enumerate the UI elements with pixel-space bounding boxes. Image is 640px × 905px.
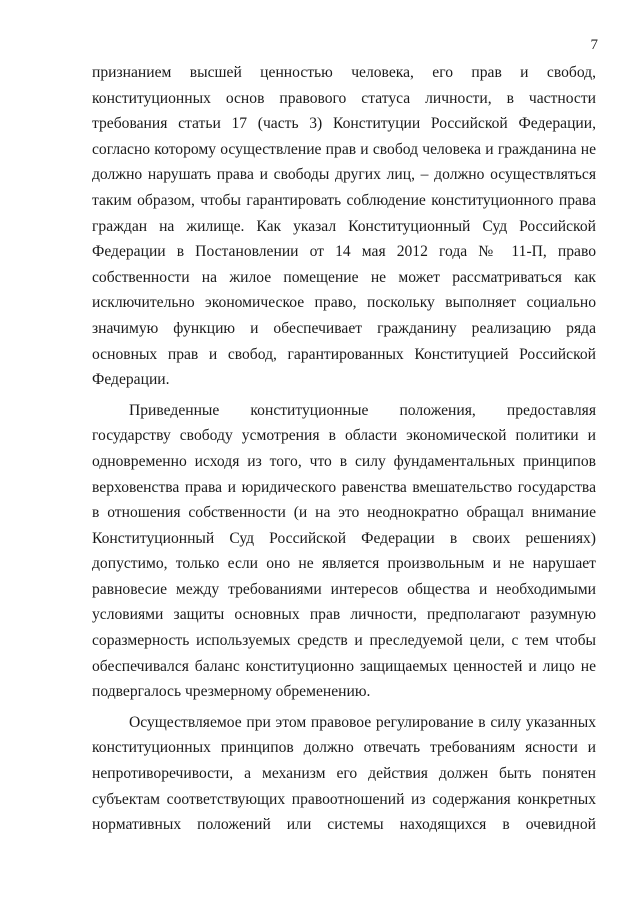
text-line: собственности на жилое помещение не может рассматриваться как xyxy=(92,268,596,286)
text-line: условиями защиты основных прав личности, предполагают разумную xyxy=(92,606,596,624)
paragraph-3 xyxy=(92,710,596,838)
text-line: соразмерность используемых средств и преследуемой цели, с тем чтобы xyxy=(92,632,596,650)
text-line: значимую функцию и обеспечивает гражданину реализацию ряда xyxy=(92,319,596,337)
text-line: должно нарушать права и свободы других лиц, – должно осуществляться xyxy=(92,166,596,184)
text-line: допустимо, только если оно не является произвольным и не нарушает xyxy=(92,555,596,573)
text-line-last: подвергалось чрезмерному обременению. xyxy=(92,683,371,701)
text-line: признанием высшей ценностью человека, его прав и свобод, xyxy=(92,64,596,81)
text-line: верховенства права и юридического равенства вмешательство государства xyxy=(92,478,596,496)
text-line: нормативных положений или системы находящихся в очевидной xyxy=(92,816,596,834)
text-line: непротиворечивости, а механизм его действия должен быть понятен xyxy=(92,765,596,783)
body-text xyxy=(92,60,596,838)
paragraph-1 xyxy=(92,60,596,393)
text-line: конституционных принципов должно отвечать требованиям ясности и xyxy=(92,739,596,757)
text-line: равновесие между требованиями интересов общества и необходимыми xyxy=(92,580,596,598)
text-line: государству свободу усмотрения в области экономической политики и xyxy=(92,427,596,445)
text-line: исключительно экономическое право, поскольку выполняет социально xyxy=(92,294,596,312)
text-line-first: Осуществляемое при этом правовое регулирование в силу указанных xyxy=(129,713,596,731)
text-line: обеспечивался баланс конституционно защищаемых ценностей и лицо не xyxy=(92,657,596,675)
text-line: требования статьи 17 (часть 3) Конституции Российской Федерации, xyxy=(92,115,596,133)
text-line: одновременно исходя из того, что в силу фундаментальных принципов xyxy=(92,452,596,470)
text-line: субъектам соответствующих правоотношений из содержания конкретных xyxy=(92,790,596,808)
text-line-first: Приведенные конституционные положения, предоставляя xyxy=(129,401,596,419)
text-line: Конституционный Суд Российской Федерации в своих решениях) xyxy=(92,529,596,547)
text-line: граждан на жилище. Как указал Конституционный Суд Российской xyxy=(92,217,596,235)
text-line: согласно которому осуществление прав и свобод человека и гражданина не xyxy=(92,140,596,158)
text-line: в отношения собственности (и на это неоднократно обращал внимание xyxy=(92,504,596,522)
paragraph-2 xyxy=(92,398,596,705)
text-line: основных прав и свобод, гарантированных Конституцией Российской xyxy=(92,345,596,363)
page-number: 7 xyxy=(590,37,598,53)
text-line: таким образом, чтобы гарантировать соблюдение конституционного права xyxy=(92,191,596,209)
text-line: Федерации в Постановлении от 14 мая 2012 года № 11-П, право xyxy=(92,243,596,261)
text-line-last: Федерации. xyxy=(92,371,170,389)
text-line: конституционных основ правового статуса личности, в частности xyxy=(92,89,596,107)
